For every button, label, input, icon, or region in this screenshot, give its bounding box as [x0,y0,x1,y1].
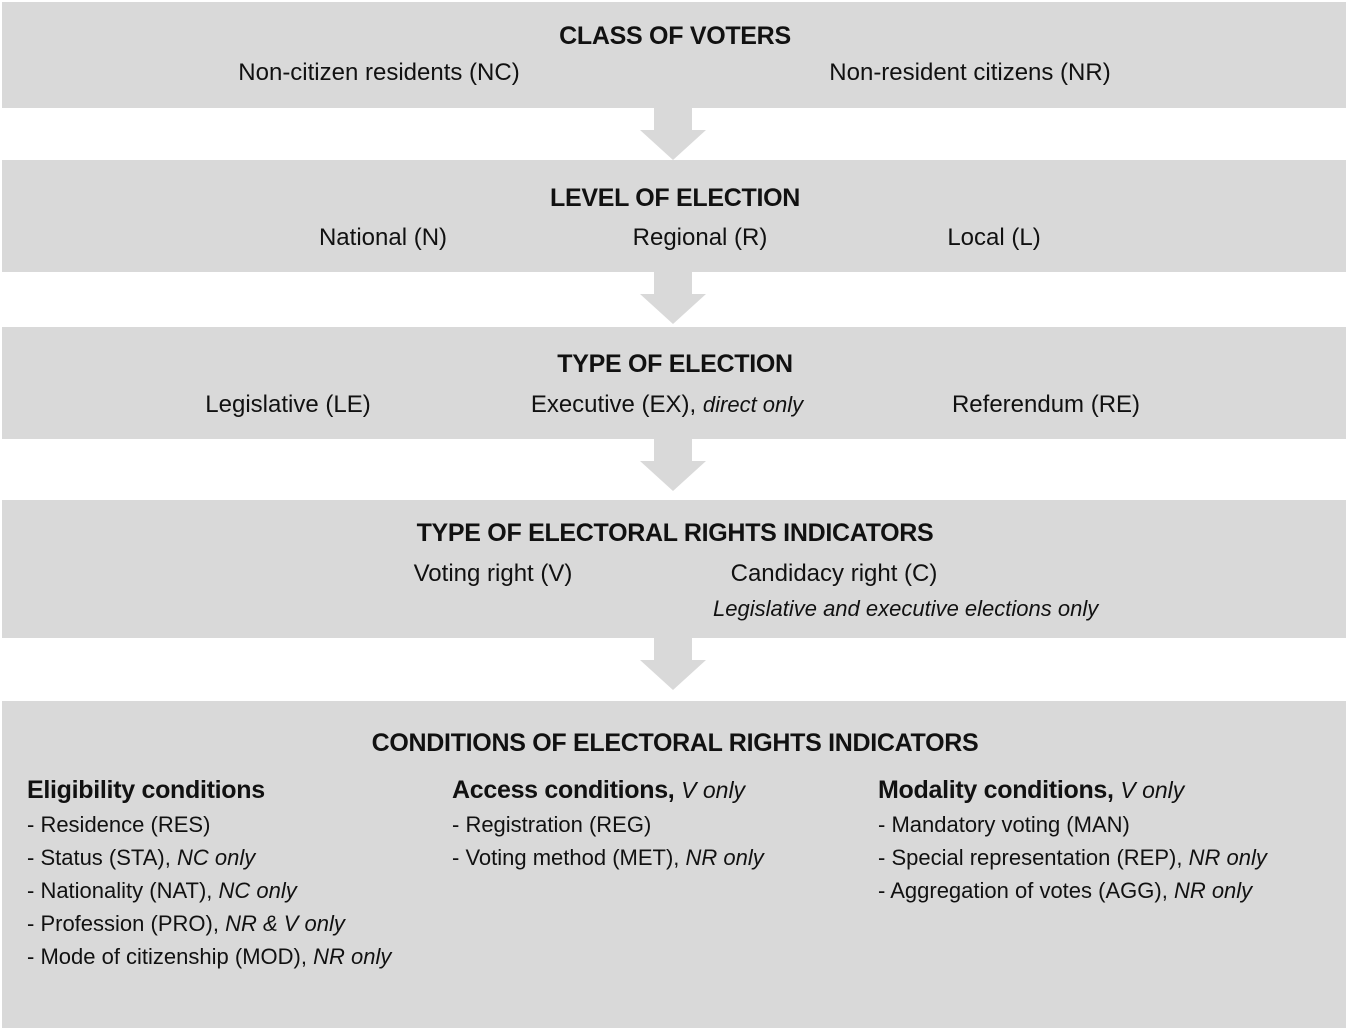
modality-item-text: - Mandatory voting (MAN) [878,812,1130,837]
eligibility-item-text: - Profession (PRO), [27,911,219,936]
level-of-election-box [2,160,1346,272]
class-item-nc: Non-citizen residents (NC) [238,59,520,86]
eligibility-item-text: - Mode of citizenship (MOD), [27,944,307,969]
modality-item [878,845,1267,871]
access-heading-note: V only [681,777,746,803]
eligibility-heading: Eligibility conditions [27,776,265,804]
eligibility-item [27,944,391,970]
modality-item-note: NR only [1173,878,1253,903]
type-of-election-box [2,327,1346,439]
type-item-legislative: Legislative (LE) [205,391,371,418]
level-of-election-title: LEVEL OF ELECTION [549,184,801,212]
eligibility-item-note: NC only [176,845,256,870]
type-item-executive [531,391,803,419]
modality-item-text: - Aggregation of votes (AGG), [878,878,1168,903]
access-item [452,845,764,871]
modality-heading-label: Modality conditions, [878,776,1114,804]
level-item-local: Local (L) [947,224,1041,251]
modality-item-note: NR only [1188,845,1267,870]
down-arrow-icon [640,108,706,160]
eligibility-item [27,812,210,838]
modality-item [878,812,1130,838]
down-arrow-icon [640,439,706,491]
access-item [452,812,651,838]
indicator-voting-right: Voting right (V) [413,560,573,587]
access-item-text: - Voting method (MET), [452,845,680,870]
modality-heading [878,776,1184,805]
type-of-indicators-title: TYPE OF ELECTORAL RIGHTS INDICATORS [416,519,934,547]
eligibility-item-note: NC only [218,878,297,903]
down-arrow-icon [640,638,706,690]
eligibility-item-text: - Nationality (NAT), [27,878,213,903]
eligibility-item-note: NR only [313,944,392,969]
eligibility-item [27,845,255,871]
eligibility-item-text: - Status (STA), [27,845,171,870]
modality-heading-note: V only [1120,777,1185,803]
access-heading [452,776,745,805]
access-item-note: NR only [685,845,764,870]
class-of-voters-box [2,2,1346,108]
down-arrow-icon [640,272,706,324]
modality-item-text: - Special representation (REP), [878,845,1183,870]
modality-item [878,878,1252,904]
type-of-election-title: TYPE OF ELECTION [557,350,793,378]
eligibility-item [27,911,345,937]
conditions-title: CONDITIONS OF ELECTORAL RIGHTS INDICATORS [371,729,979,757]
type-item-referendum: Referendum (RE) [951,391,1141,418]
access-heading-label: Access conditions, [452,776,675,804]
eligibility-item-text: - Residence (RES) [27,812,211,837]
level-item-national: National (N) [318,224,448,251]
indicator-candidacy-note: Legislative and executive elections only [713,596,1099,621]
class-of-voters-title: CLASS OF VOTERS [559,22,791,50]
type-item-executive-note: direct only [702,392,804,417]
eligibility-item [27,878,297,904]
type-item-executive-label: Executive (EX), [530,391,697,418]
class-item-nr: Non-resident citizens (NR) [829,59,1111,86]
level-item-regional: Regional (R) [632,224,768,251]
access-item-text: - Registration (REG) [452,812,652,837]
eligibility-item-note: NR & V only [225,911,345,936]
indicator-candidacy-right: Candidacy right (C) [730,560,938,587]
